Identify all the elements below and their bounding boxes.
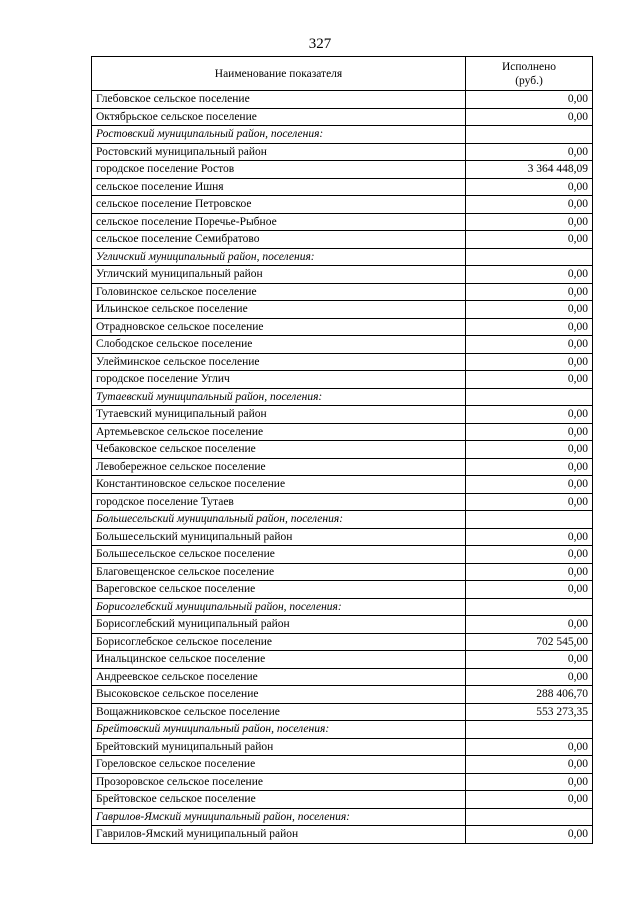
row-value <box>466 388 593 406</box>
table-row <box>92 283 593 301</box>
row-name: сельское поселение Ишня <box>92 178 466 196</box>
page-number: 327 <box>308 36 332 52</box>
row-value: 0,00 <box>466 616 593 634</box>
table-row <box>92 651 593 669</box>
row-value: 0,00 <box>466 178 593 196</box>
row-value: 0,00 <box>466 668 593 686</box>
row-value <box>466 126 593 144</box>
table-row <box>92 423 593 441</box>
section-title: Борисоглебский муниципальный район, поселения: <box>92 598 466 616</box>
table-row <box>92 196 593 214</box>
row-name: Угличский муниципальный район <box>92 266 466 284</box>
header-value-label-line2: (руб.) <box>515 74 543 87</box>
report-table <box>91 56 593 844</box>
row-value: 0,00 <box>466 91 593 109</box>
row-name: Улейминское сельское поселение <box>92 353 466 371</box>
table-row <box>92 266 593 284</box>
table-row <box>92 686 593 704</box>
row-value: 0,00 <box>466 581 593 599</box>
table-row <box>92 773 593 791</box>
row-value: 0,00 <box>466 441 593 459</box>
row-value: 0,00 <box>466 371 593 389</box>
table-row <box>92 458 593 476</box>
row-name: Вощажниковское сельское поселение <box>92 703 466 721</box>
row-name: Тутаевский муниципальный район <box>92 406 466 424</box>
row-name: Большесельский муниципальный район <box>92 528 466 546</box>
section-row <box>92 511 593 529</box>
row-name: Чебаковское сельское поселение <box>92 441 466 459</box>
row-value: 0,00 <box>466 738 593 756</box>
table-row <box>92 791 593 809</box>
row-value: 0,00 <box>466 756 593 774</box>
section-title: Большесельский муниципальный район, поселения: <box>92 511 466 529</box>
row-value: 3 364 448,09 <box>466 161 593 179</box>
table-row <box>92 108 593 126</box>
section-row <box>92 808 593 826</box>
table-row <box>92 616 593 634</box>
row-name: городское поселение Тутаев <box>92 493 466 511</box>
row-value: 0,00 <box>466 458 593 476</box>
section-row <box>92 598 593 616</box>
row-value: 0,00 <box>466 546 593 564</box>
row-value <box>466 598 593 616</box>
row-value: 553 273,35 <box>466 703 593 721</box>
table-row <box>92 493 593 511</box>
row-value <box>466 511 593 529</box>
table-row <box>92 756 593 774</box>
table-row <box>92 563 593 581</box>
row-name: Вареговское сельское поселение <box>92 581 466 599</box>
table-row <box>92 546 593 564</box>
row-name: Высоковское сельское поселение <box>92 686 466 704</box>
row-name: Отрадновское сельское поселение <box>92 318 466 336</box>
table-row <box>92 143 593 161</box>
row-value <box>466 808 593 826</box>
header-name-label: Наименование показателя <box>214 67 343 80</box>
row-value: 0,00 <box>466 143 593 161</box>
section-title: Тутаевский муниципальный район, поселения: <box>92 388 466 406</box>
row-value: 0,00 <box>466 826 593 844</box>
row-name: Ростовский муниципальный район <box>92 143 466 161</box>
row-value: 702 545,00 <box>466 633 593 651</box>
row-value: 0,00 <box>466 108 593 126</box>
row-name: Гаврилов-Ямский муниципальный район <box>92 826 466 844</box>
table-row <box>92 178 593 196</box>
row-name: Головинское сельское поселение <box>92 283 466 301</box>
table-row <box>92 528 593 546</box>
row-name: Левобережное сельское поселение <box>92 458 466 476</box>
header-name-cell <box>92 57 466 91</box>
section-row <box>92 388 593 406</box>
table-row <box>92 353 593 371</box>
row-value <box>466 721 593 739</box>
row-value: 0,00 <box>466 213 593 231</box>
table-row <box>92 371 593 389</box>
row-name: городское поселение Ростов <box>92 161 466 179</box>
row-value: 0,00 <box>466 336 593 354</box>
section-title: Гаврилов-Ямский муниципальный район, поселения: <box>92 808 466 826</box>
table-row <box>92 161 593 179</box>
section-title: Брейтовский муниципальный район, поселения: <box>92 721 466 739</box>
row-name: Ильинское сельское поселение <box>92 301 466 319</box>
row-name: Октябрьское сельское поселение <box>92 108 466 126</box>
row-value: 0,00 <box>466 318 593 336</box>
row-value <box>466 248 593 266</box>
section-title: Угличский муниципальный район, поселения: <box>92 248 466 266</box>
section-title: Ростовский муниципальный район, поселения: <box>92 126 466 144</box>
table-row <box>92 581 593 599</box>
row-name: Прозоровское сельское поселение <box>92 773 466 791</box>
row-name: сельское поселение Петровское <box>92 196 466 214</box>
row-value: 0,00 <box>466 423 593 441</box>
row-value: 288 406,70 <box>466 686 593 704</box>
row-value: 0,00 <box>466 493 593 511</box>
row-value: 0,00 <box>466 791 593 809</box>
row-name: Благовещенское сельское поселение <box>92 563 466 581</box>
row-value: 0,00 <box>466 301 593 319</box>
row-name: Артемьевское сельское поселение <box>92 423 466 441</box>
row-value: 0,00 <box>466 476 593 494</box>
row-value: 0,00 <box>466 773 593 791</box>
row-value: 0,00 <box>466 266 593 284</box>
row-value: 0,00 <box>466 651 593 669</box>
table-row <box>92 336 593 354</box>
table-row <box>92 826 593 844</box>
row-value: 0,00 <box>466 283 593 301</box>
table-row <box>92 476 593 494</box>
table-header-row <box>92 57 593 91</box>
section-row <box>92 721 593 739</box>
row-value: 0,00 <box>466 231 593 249</box>
table-row <box>92 668 593 686</box>
row-value: 0,00 <box>466 353 593 371</box>
row-value: 0,00 <box>466 563 593 581</box>
row-name: Борисоглебское сельское поселение <box>92 633 466 651</box>
row-name: сельское поселение Поречье-Рыбное <box>92 213 466 231</box>
row-name: Андреевское сельское поселение <box>92 668 466 686</box>
row-name: Инальцинское сельское поселение <box>92 651 466 669</box>
section-row <box>92 126 593 144</box>
row-value: 0,00 <box>466 406 593 424</box>
table-row <box>92 633 593 651</box>
table-row <box>92 301 593 319</box>
table-row <box>92 738 593 756</box>
row-name: Брейтовское сельское поселение <box>92 791 466 809</box>
table-row <box>92 406 593 424</box>
table-row <box>92 91 593 109</box>
table-body <box>92 91 593 844</box>
row-name: сельское поселение Семибратово <box>92 231 466 249</box>
row-value: 0,00 <box>466 196 593 214</box>
table-row <box>92 231 593 249</box>
header-value-cell <box>466 57 593 91</box>
table-row <box>92 441 593 459</box>
row-name: Слободское сельское поселение <box>92 336 466 354</box>
table-row <box>92 703 593 721</box>
table-row <box>92 318 593 336</box>
row-name: Гореловское сельское поселение <box>92 756 466 774</box>
row-name: Глебовское сельское поселение <box>92 91 466 109</box>
row-name: Брейтовский муниципальный район <box>92 738 466 756</box>
row-name: городское поселение Углич <box>92 371 466 389</box>
row-name: Большесельское сельское поселение <box>92 546 466 564</box>
header-value-label-line1: Исполнено <box>501 60 557 73</box>
row-value: 0,00 <box>466 528 593 546</box>
row-name: Константиновское сельское поселение <box>92 476 466 494</box>
section-row <box>92 248 593 266</box>
row-name: Борисоглебский муниципальный район <box>92 616 466 634</box>
table-row <box>92 213 593 231</box>
